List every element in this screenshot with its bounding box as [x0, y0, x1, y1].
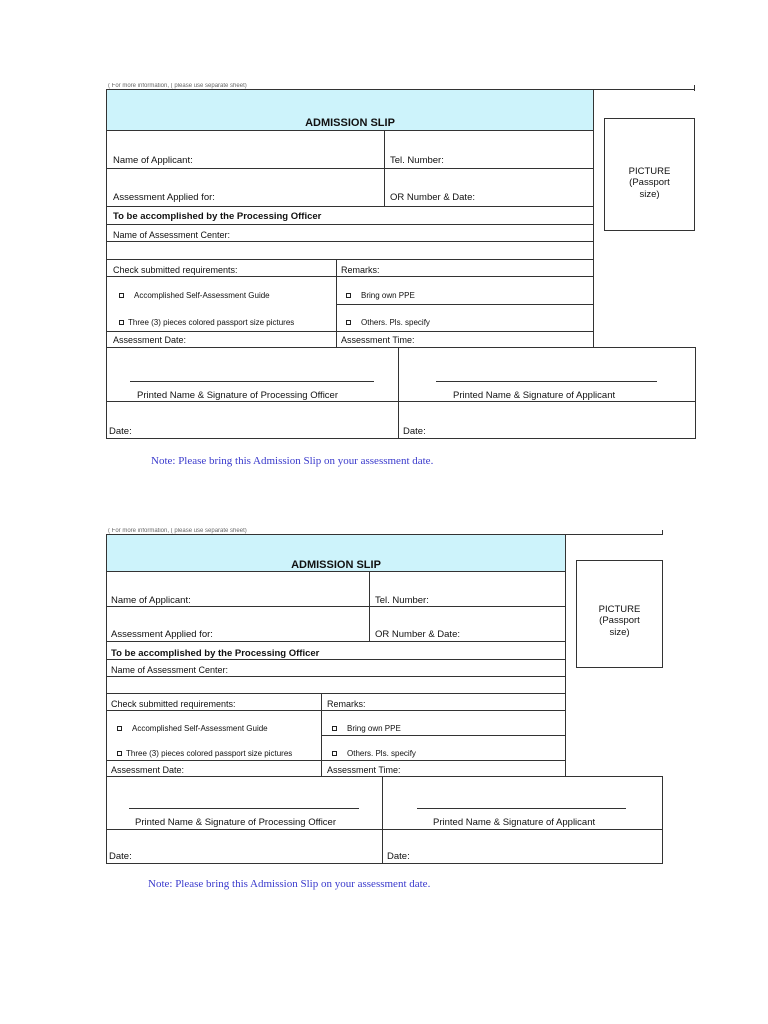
passport-picture-box: PICTURE (Passport size) [604, 118, 695, 231]
name-of-applicant-label: Name of Applicant: [113, 155, 193, 166]
officer-date-label: Date: [109, 426, 132, 437]
assessment-applied-label: Assessment Applied for: [113, 192, 215, 203]
officer-date-label: Date: [109, 851, 132, 862]
checkbox-icon[interactable] [119, 293, 124, 298]
checkbox-icon[interactable] [332, 726, 337, 731]
slip-title: ADMISSION SLIP [291, 559, 381, 571]
remarks-label: Remarks: [327, 699, 366, 709]
remarks-label: Remarks: [341, 265, 380, 275]
checkbox-icon[interactable] [346, 293, 351, 298]
assessment-applied-label: Assessment Applied for: [111, 629, 213, 640]
processing-officer-heading: To be accomplished by the Processing Officer [113, 211, 322, 222]
applicant-date-label: Date: [387, 851, 410, 862]
assessment-center-label: Name of Assessment Center: [111, 665, 229, 675]
check-requirements-label: Check submitted requirements: [113, 265, 238, 275]
officer-signature-label: Printed Name & Signature of Processing Officer [137, 390, 339, 401]
processing-officer-heading: To be accomplished by the Processing Officer [111, 648, 320, 659]
check-requirements-label: Check submitted requirements: [111, 699, 236, 709]
applicant-date-label: Date: [403, 426, 426, 437]
applicant-signature-label: Printed Name & Signature of Applicant [453, 390, 616, 401]
assessment-time-label: Assessment Time: [327, 765, 401, 775]
admission-note: Note: Please bring this Admission Slip on your assessment date. [151, 455, 434, 467]
officer-signature-label: Printed Name & Signature of Processing Officer [135, 817, 337, 828]
assessment-center-label: Name of Assessment Center: [113, 230, 231, 240]
requirement-item: Three (3) pieces colored passport size pictures [119, 319, 294, 327]
passport-picture-box: PICTURE (Passport size) [576, 560, 663, 668]
tel-number-label: Tel. Number: [375, 595, 429, 606]
assessment-date-label: Assessment Date: [113, 335, 187, 345]
or-number-label: OR Number & Date: [390, 192, 475, 203]
applicant-signature-label: Printed Name & Signature of Applicant [433, 817, 596, 828]
assessment-time-label: Assessment Time: [341, 335, 415, 345]
slip-title: ADMISSION SLIP [305, 117, 395, 129]
remark-item: Bring own PPE [346, 292, 415, 300]
checkbox-icon[interactable] [332, 751, 337, 756]
assessment-date-label: Assessment Date: [111, 765, 185, 775]
tel-number-label: Tel. Number: [390, 155, 444, 166]
requirement-item: Accomplished Self-Assessment Guide [117, 725, 268, 733]
or-number-label: OR Number & Date: [375, 629, 460, 640]
admission-note: Note: Please bring this Admission Slip on your assessment date. [148, 878, 431, 890]
remark-item: Others. Pls. specify [346, 319, 430, 327]
checkbox-icon[interactable] [117, 751, 122, 756]
name-of-applicant-label: Name of Applicant: [111, 595, 191, 606]
applicant-signature-line [436, 381, 657, 382]
remark-item: Bring own PPE [332, 725, 401, 733]
remark-item: Others. Pls. specify [332, 750, 416, 758]
requirement-item: Three (3) pieces colored passport size pictures [117, 750, 292, 758]
checkbox-icon[interactable] [346, 320, 351, 325]
checkbox-icon[interactable] [117, 726, 122, 731]
officer-signature-line [129, 808, 359, 809]
applicant-signature-line [417, 808, 626, 809]
checkbox-icon[interactable] [119, 320, 124, 325]
cutoff-text: ( For more information, ( please use separate sheet) [108, 528, 247, 534]
cutoff-text: ( For more information, ( please use separate sheet) [108, 83, 247, 89]
requirement-item: Accomplished Self-Assessment Guide [119, 292, 270, 300]
officer-signature-line [130, 381, 374, 382]
